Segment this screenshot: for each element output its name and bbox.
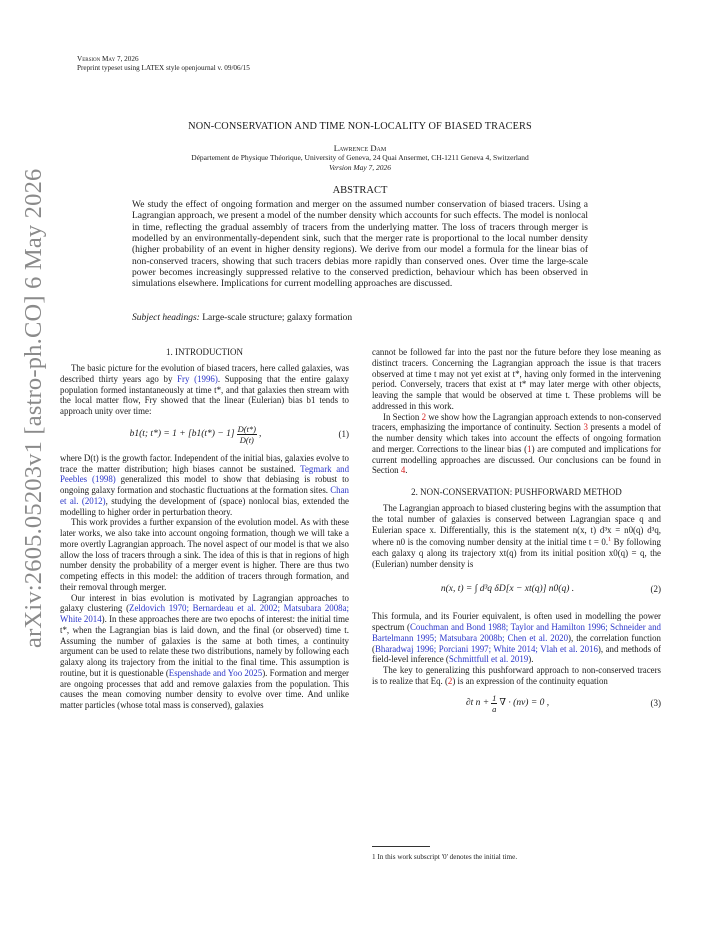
text-run: In Section [383, 411, 422, 422]
author: Lawrence Dam [333, 143, 387, 153]
eq1-denominator: D(t) [239, 435, 254, 446]
preprint-line: Preprint typeset using LATEX style openjournal v. 09/06/15 [77, 64, 250, 72]
citation-link[interactable]: Fry (1996) [177, 373, 218, 384]
intro-paragraph-4 [60, 593, 349, 711]
section-ref-link[interactable]: 4 [400, 465, 406, 476]
version-line: Version May 7, 2026 [77, 55, 139, 63]
text-run: . [405, 465, 408, 476]
text-run: By following each galaxy q along its trajectory xt(q) from its initial position x0(q) = q, the (Eulerian) number density is [372, 537, 661, 569]
abstract-text: We study the effect of ongoing formation and merger on the assumed number conservation of biased tracers. Using a Lagrangian approach, we present a model of the number density which accounts for such effects. The model is nonlocal in time, reflecting the gradual assembly of tracers from the underlying matter. The loss of tracers through merger is modelled by an environmentally-dependent sink, such that the merger rate is proportional to the local number density (higher probability of an event in higher density regions). We derive from our model a formula for the linear bias of non-conserved tracers, showing that such tracers debias more rapidly than conserved ones. Over time the large-scale power becomes increasingly suppressed relative to the conserved prediction, behaviour which has been observed in simulations elsewhere. Implications for current modelling approaches are discussed. [132, 200, 588, 290]
version-date: Version May 7, 2026 [328, 163, 392, 172]
section-heading-introduction: 1. INTRODUCTION [166, 347, 243, 357]
text-run: . Supposing that the entire galaxy population formed instantaneously at time t*, and that galaxies then stream with the local matter flow, Fry showed that the linear (Eulerian) bias b1 tends to approach unity over time: [60, 373, 349, 416]
affiliation: Département de Physique Théorique, University of Geneva, 24 Quai Ansermet, CH-1211 Geneva 4, Switzerland [191, 153, 529, 162]
eq1-tail: , [259, 429, 262, 440]
citation-link[interactable]: Schmittfull et al. 2019 [448, 654, 529, 665]
right-column [372, 347, 661, 719]
paper-title: NON-CONSERVATION AND TIME NON-LOCALITY OF BIASED TRACERS [188, 121, 532, 132]
footnote: 1 In this work subscript '0' denotes the initial time. [372, 853, 518, 861]
text-run: , studying the development of (space) nonlocal bias, extended the modelling to higher order in perturbation theory. [60, 495, 349, 517]
eq1-fraction [237, 424, 257, 445]
footnote-rule [372, 846, 430, 847]
section-heading-non-conservation: 2. NON-CONSERVATION: PUSHFORWARD METHOD [411, 487, 622, 497]
text-run: This formula, and its Fourier equivalent, is often used in modelling the power spectrum ( [372, 611, 661, 633]
subject-text: Large-scale structure; galaxy formation [202, 313, 353, 323]
text-run: The basic picture for the evolution of biased tracers, here called galaxies, was described thirty years ago by [60, 363, 349, 384]
text-run: ), the correlation function ( [372, 632, 661, 654]
equation-number: (1) [338, 429, 349, 440]
section2-paragraph-3 [372, 665, 661, 687]
eq3-numerator: 1 [492, 693, 497, 704]
text-run: we show how the Lagrangian approach extends to non-conserved tracers, emphasizing the importance of continuity. Section [372, 411, 662, 433]
abstract-heading: ABSTRACT [332, 185, 388, 196]
section2-paragraph-1 [372, 503, 661, 569]
text-run: The Lagrangian approach to biased clustering begins with the assumption that the total number of galaxies is conserved between Lagrangian space q and Eulerian space x. Differentially, this is the statement n(x, t) d³x = n0(q) d³q, where n0 is the comoving number density at the initial time t = 0. [372, 503, 661, 548]
equation-number: (2) [650, 584, 661, 595]
intro-paragraph-3: This work provides a further expansion of the evolution model. As with these later works, we also take into account ongoing formation, though we will take a more overtly Lagrangian approach. The novel aspect of our model is that we also allow the loss of tracers through a sink. The idea of this is that in regions of high number density the probability of a merger event is higher. There are thus two competing effects in this model: the addition of tracers through formation, and their removal through merger. [60, 517, 349, 592]
eq1-lhs: b1(t; t*) = 1 + [b1(t*) − 1] [129, 429, 235, 440]
intro-paragraph-6 [372, 412, 661, 477]
citation-link[interactable]: Couchman and Bond 1988; Taylor and Hamilton 1996; Schneider and Bartelmann 1995; Matsubara 2008b; Chen et al. 2020 [372, 622, 661, 643]
text-run: ). Formation and merger are ongoing processes that add and remove galaxies from the population. This causes the mean comoving number density to evolve over time. And unlike matter particles (whose total mass is conserved), galaxies [60, 667, 349, 710]
arxiv-stamp: arXiv:2605.05203v1 [astro-ph.CO] 6 May 2026 [20, 168, 47, 648]
section-ref-link[interactable]: 3 [583, 422, 588, 433]
equation-ref-link[interactable]: 1 [527, 443, 532, 454]
eq3-lhs: ∂t n + [465, 698, 490, 709]
eq2-body: n(x, t) = ∫ d³q δD[x − xt(q)] n0(q) . [440, 584, 575, 595]
equation-ref-link[interactable]: 2 [447, 675, 453, 686]
text-run: ). In these approaches there are two epochs of interest: the initial time t*, when the Lagrangian bias is laid down, and the final (or observed) time t. Assuming the number of galaxies is the same at both times, a continuity argument can be used to relate these two distributions, namely by following each galaxy along its trajectory from the initial to the final time. This assumption is routine, but it is questionable ( [60, 614, 349, 678]
text-run: Our interest in bias evolution is motivated by Lagrangian approaches to galaxy clustering ( [60, 592, 349, 614]
text-run: generalized this model to show that debiasing is robust to ongoing galaxy formation and stochastic fluctuations at the formation sites. [60, 474, 349, 495]
subject-headings [132, 313, 588, 324]
text-run: ), and methods of field-level inference ( [372, 643, 661, 665]
eq3-denominator: a [492, 704, 497, 715]
section2-paragraph-2 [372, 611, 661, 665]
citation-link[interactable]: Chan et al. (2012) [60, 485, 349, 506]
intro-paragraph-2 [60, 453, 349, 518]
footnote-link[interactable]: 1 [608, 537, 612, 544]
equation-3 [372, 693, 661, 715]
equation-number: (3) [650, 698, 661, 709]
left-column [60, 347, 349, 711]
text-run: where D(t) is the growth factor. Independent of the initial bias, galaxies evolve to trace the matter distribution; high biases cannot be sustained. [60, 452, 349, 474]
text-run: presents a model of the number density which takes into account the effects of ongoing formation and merger. Corrections to the linear bias ( [372, 422, 661, 454]
eq1-numerator: D(t*) [237, 424, 257, 435]
eq3-fraction [491, 693, 497, 714]
text-run: ) are computed and implications for current modelling approaches are discussed. Our conclusions can be found in Section [372, 443, 661, 476]
text-run: ). [528, 654, 534, 665]
eq3-rhs: ∇ · (nv) = 0 , [499, 698, 550, 709]
equation-2 [372, 575, 661, 603]
citation-link[interactable]: Espenshade and Yoo 2025 [168, 667, 263, 678]
subject-label: Subject headings: [132, 313, 200, 323]
text-run: The key to generalizing this pushforward approach to non-conserved tracers is to realize that Eq. ( [372, 665, 661, 686]
text-run: ) is an expression of the continuity equation [452, 675, 608, 686]
section-ref-link[interactable]: 2 [421, 411, 427, 422]
intro-paragraph-1 [60, 363, 349, 417]
equation-1 [60, 420, 349, 450]
citation-link[interactable]: Bharadwaj 1996; Porciani 1997; White 2014; Vlah et al. 2016 [374, 643, 598, 654]
citation-link[interactable]: Zeldovich 1970; Bernardeau et al. 2002; Matsubara 2008a; White 2014 [60, 603, 349, 624]
intro-paragraph-5: cannot be followed far into the past nor the future before they lose meaning as distinct tracers. Concerning the Lagrangian approach the issue is that tracers observed at time t may not yet exist at t*, having only formed in the intervening period. Conversely, tracers that exist at t* may later merge with other objects, leaving the sample that would be observed at time t. These problems will be addressed in this work. [372, 347, 661, 411]
citation-link[interactable]: Tegmark and Peebles (1998) [60, 463, 350, 485]
